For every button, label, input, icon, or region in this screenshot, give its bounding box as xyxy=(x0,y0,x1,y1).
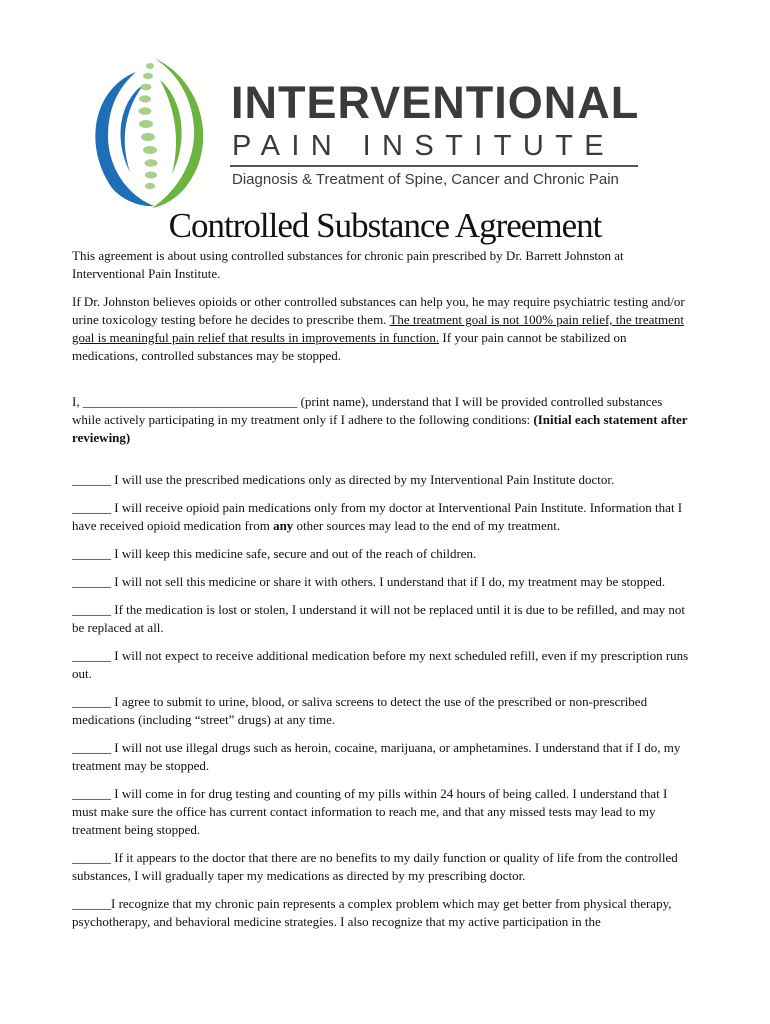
statement-8: ______ I will not use illegal drugs such as heroin, cocaine, marijuana, or amphetamines. I understand that if I do, my treatment may be stopped. xyxy=(72,740,681,773)
paragraph-text: If your pain cannot be stabilized on medications, controlled substances may be stopped. xyxy=(72,330,627,363)
institute-logo xyxy=(84,50,644,210)
logo-tagline: Diagnosis & Treatment of Spine, Cancer and Chronic Pain xyxy=(232,171,619,188)
logo-subtitle: PAIN INSTITUTE xyxy=(232,130,616,162)
understanding-paragraph xyxy=(72,393,692,447)
statement-text: other sources may lead to the end of my treatment. xyxy=(293,518,561,533)
logo-title: INTERVENTIONAL xyxy=(231,77,640,128)
logo-divider xyxy=(230,165,638,167)
statement-5: ______ If the medication is lost or stolen, I understand it will not be replaced until it is due to be refilled, and may not be replaced at all. xyxy=(72,602,686,635)
statement-3: ______ I will keep this medicine safe, secure and out of the reach of children. xyxy=(72,546,477,561)
intro-paragraph: This agreement is about using controlled substances for chronic pain prescribed by Dr. Barrett Johnston at Interventional Pain Institute. xyxy=(72,248,624,281)
print-name-text: I, _________________________________ (print name), understand that I will be provided controlled substances while actively participating in my treatment only if I adhere to the following conditions: xyxy=(72,394,663,427)
page-title: Controlled Substance Agreement xyxy=(168,206,602,245)
statement-11: ______I recognize that my chronic pain represents a complex problem which may get better from physical therapy, psychotherapy, and behavioral medicine strategies. I also recognize that my active participation in the xyxy=(72,896,672,929)
statement-9: ______ I will come in for drug testing and counting of my pills within 24 hours of being called. I understand that I must make sure the office has current contact information to reach me, and that any missed tests may lead to my treatment being stopped. xyxy=(72,786,668,837)
initial-instruction: (Initial each statement after reviewing) xyxy=(72,412,688,445)
paragraph-text: If Dr. Johnston believes opioids or other controlled substances can help you, he may require psychiatric testing and/or urine toxicology testing before he decides to prescribe them. xyxy=(72,294,685,327)
statement-text: ______ I will receive opioid pain medications only from my doctor at Interventional Pain Institute. Information that I have received opioid medication from xyxy=(72,500,683,533)
statement-6: ______ I will not expect to receive additional medication before my next scheduled refill, even if my prescription runs out. xyxy=(72,648,689,681)
statement-1: ______ I will use the prescribed medications only as directed by my Interventional Pain Institute doctor. xyxy=(72,472,615,487)
statement-10: ______ If it appears to the doctor that there are no benefits to my daily function or quality of life from the controlled substances, I will gradually taper my medications as directed by my prescribing doctor. xyxy=(72,850,678,883)
statement-7: ______ I agree to submit to urine, blood, or saliva screens to detect the use of the prescribed or non-prescribed medications (including “street” drugs) at any time. xyxy=(72,694,648,727)
emphasis-any: any xyxy=(273,518,294,533)
treatment-goal-paragraph xyxy=(72,293,692,365)
agreement-body xyxy=(72,247,692,941)
statement-2 xyxy=(72,499,692,535)
statement-4: ______ I will not sell this medicine or share it with others. I understand that if I do, my treatment may be stopped. xyxy=(72,574,666,589)
treatment-goal-underlined: The treatment goal is not 100% pain relief, the treatment goal is meaningful pain relief that results in improvements in function. xyxy=(72,312,685,345)
spine-logo-icon xyxy=(84,50,219,210)
